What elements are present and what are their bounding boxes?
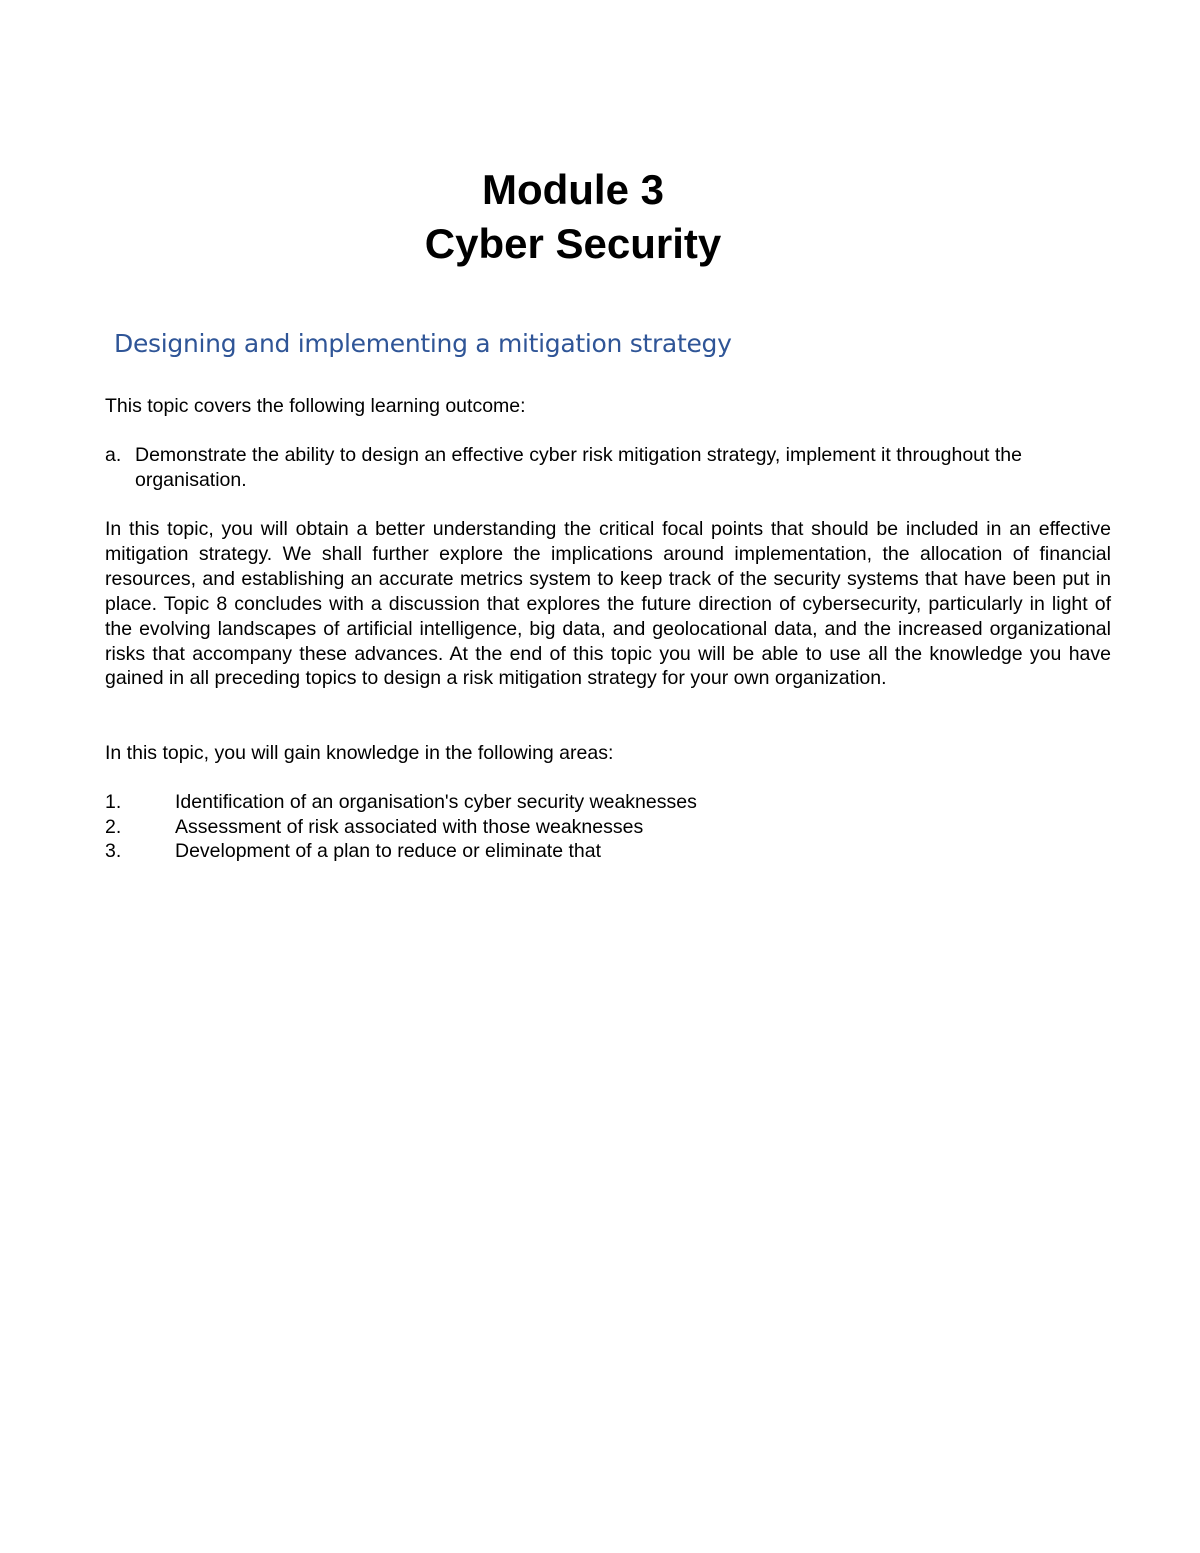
learning-outcome-text: Demonstrate the ability to design an effective cyber risk mitigation strategy, implement it throughout the organisation. — [135, 444, 1022, 491]
page-title — [0, 163, 1146, 271]
title-line-topic: Cyber Security — [424, 220, 722, 267]
learning-outcome-item — [105, 443, 1110, 493]
list-item-text: Development of a plan to reduce or eliminate that — [175, 840, 602, 863]
list-item — [105, 790, 1105, 815]
learning-outcome-marker: a. — [105, 444, 122, 466]
list-item-number: 3. — [105, 840, 122, 863]
list-item — [105, 815, 1105, 840]
topic-overview-paragraph: In this topic, you will obtain a better understanding the critical focal points that should be included in an effective mitigation strategy. We shall further explore the implications around implementation, the allocation of financial resources, and establishing an accurate metrics system to keep track of the security systems that have been put in place. Topic 8 concludes with a discussion that explores the future direction of cybersecurity, particularly in light of the evolving landscapes of artificial intelligence, big data, and geolocational data, and the increased organizational risks that accompany these advances. At the end of this topic you will be able to use all the knowledge you have gained in all preceding topics to design a risk mitigation strategy for your own organization. — [105, 518, 1111, 690]
learning-outcome-intro: This topic covers the following learning outcome: — [105, 395, 526, 417]
list-item-number: 2. — [105, 815, 122, 838]
knowledge-areas-intro: In this topic, you will gain knowledge in the following areas: — [105, 742, 614, 764]
list-item-text: Assessment of risk associated with those weaknesses — [175, 815, 644, 838]
list-item — [105, 839, 1105, 864]
section-heading: Designing and implementing a mitigation strategy — [114, 329, 732, 358]
title-line-module: Module 3 — [481, 166, 664, 213]
list-item-number: 1. — [105, 791, 122, 813]
list-item-text: Identification of an organisation's cyber security weaknesses — [175, 791, 697, 813]
knowledge-areas-list — [105, 790, 1105, 864]
